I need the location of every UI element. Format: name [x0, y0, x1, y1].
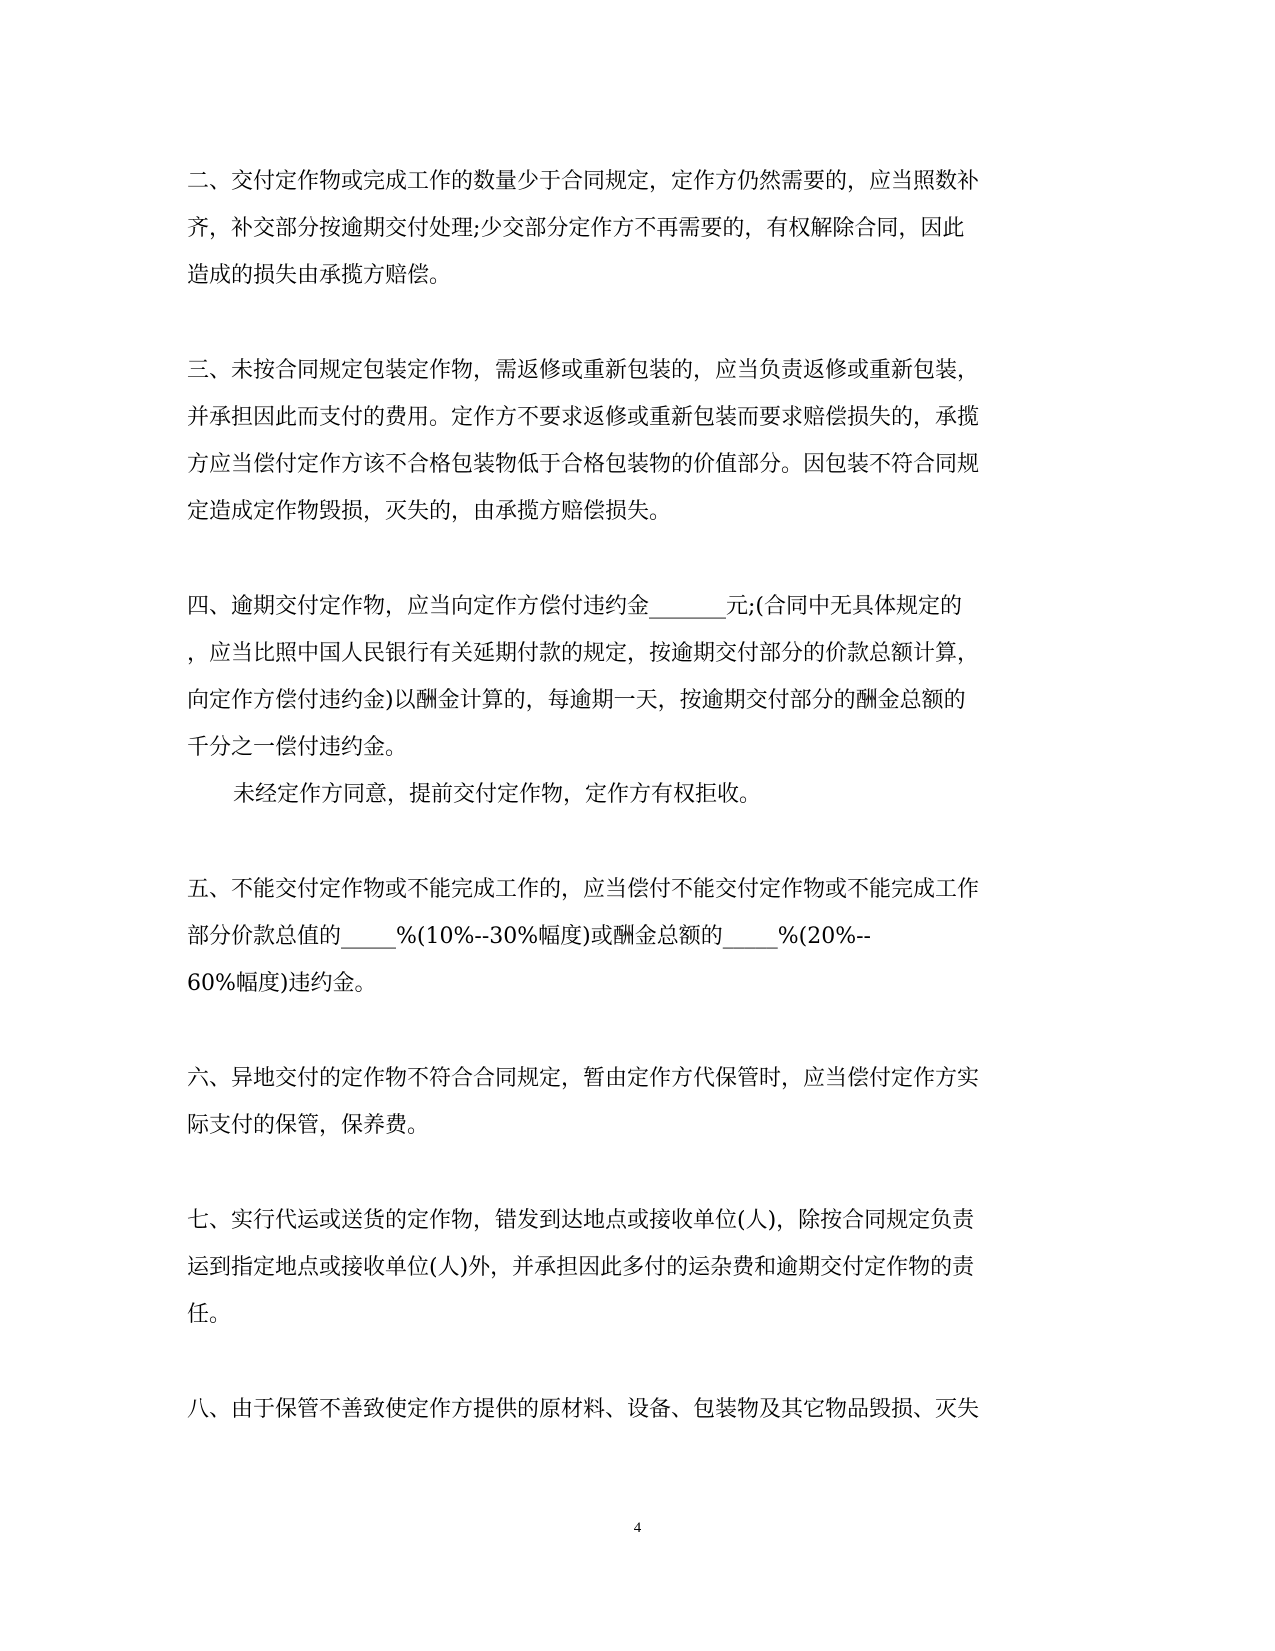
text-line: 三、未按合同规定包装定作物，需返修或重新包装的，应当负责返修或重新包装，	[187, 358, 980, 383]
text-line: 四、逾期交付定作物，应当向定作方偿付违约金_______元;(合同中无具体规定的	[187, 594, 962, 619]
text-line: 定造成定作物毁损，灭失的，由承揽方赔偿损失。	[187, 499, 672, 524]
document-body	[187, 158, 1087, 1481]
clause-8	[187, 1386, 1087, 1433]
text-line: 向定作方偿付违约金)以酬金计算的，每逾期一天，按逾期交付部分的酬金总额的	[187, 688, 966, 713]
text-line: 五、不能交付定作物或不能完成工作的，应当偿付不能交付定作物或不能完成工作	[187, 877, 980, 902]
page-number: 4	[633, 1520, 642, 1536]
clause-4	[187, 583, 1087, 818]
clause-2	[187, 158, 1087, 299]
text-line: 方应当偿付定作方该不合格包装物低于合格包装物的价值部分。因包装不符合同规	[187, 452, 980, 477]
clause-6	[187, 1055, 1087, 1149]
text-line: 部分价款总值的_____%(10%--30%幅度)或酬金总额的_____%(20%--	[187, 924, 871, 949]
text-line: 齐，补交部分按逾期交付处理;少交部分定作方不再需要的，有权解除合同，因此	[187, 216, 965, 241]
text-line: 八、由于保管不善致使定作方提供的原材料、设备、包装物及其它物品毁损、灭失	[187, 1397, 980, 1422]
text-line: 并承担因此而支付的费用。定作方不要求返修或重新包装而要求赔偿损失的，承揽	[187, 405, 980, 430]
indented-text-line: 未经定作方同意，提前交付定作物，定作方有权拒收。	[233, 782, 762, 807]
text-line: 运到指定地点或接收单位(人)外，并承担因此多付的运杂费和逾期交付定作物的责	[187, 1255, 975, 1280]
text-line: 际支付的保管，保养费。	[187, 1113, 430, 1138]
text-line: 千分之一偿付违约金。	[187, 735, 408, 760]
text-line: 造成的损失由承揽方赔偿。	[187, 263, 452, 288]
clause-3	[187, 347, 1087, 535]
text-line: 二、交付定作物或完成工作的数量少于合同规定，定作方仍然需要的，应当照数补	[187, 169, 980, 194]
text-line: 七、实行代运或送货的定作物，错发到达地点或接收单位(人)，除按合同规定负责	[187, 1208, 975, 1233]
text-line: 60%幅度)违约金。	[187, 971, 377, 996]
text-line: 任。	[187, 1302, 232, 1327]
text-line: 六、异地交付的定作物不符合合同规定，暂由定作方代保管时，应当偿付定作方实	[187, 1066, 980, 1091]
text-line: ，应当比照中国人民银行有关延期付款的规定，按逾期交付部分的价款总额计算，	[187, 641, 980, 666]
clause-7	[187, 1197, 1087, 1338]
clause-5	[187, 866, 1087, 1007]
